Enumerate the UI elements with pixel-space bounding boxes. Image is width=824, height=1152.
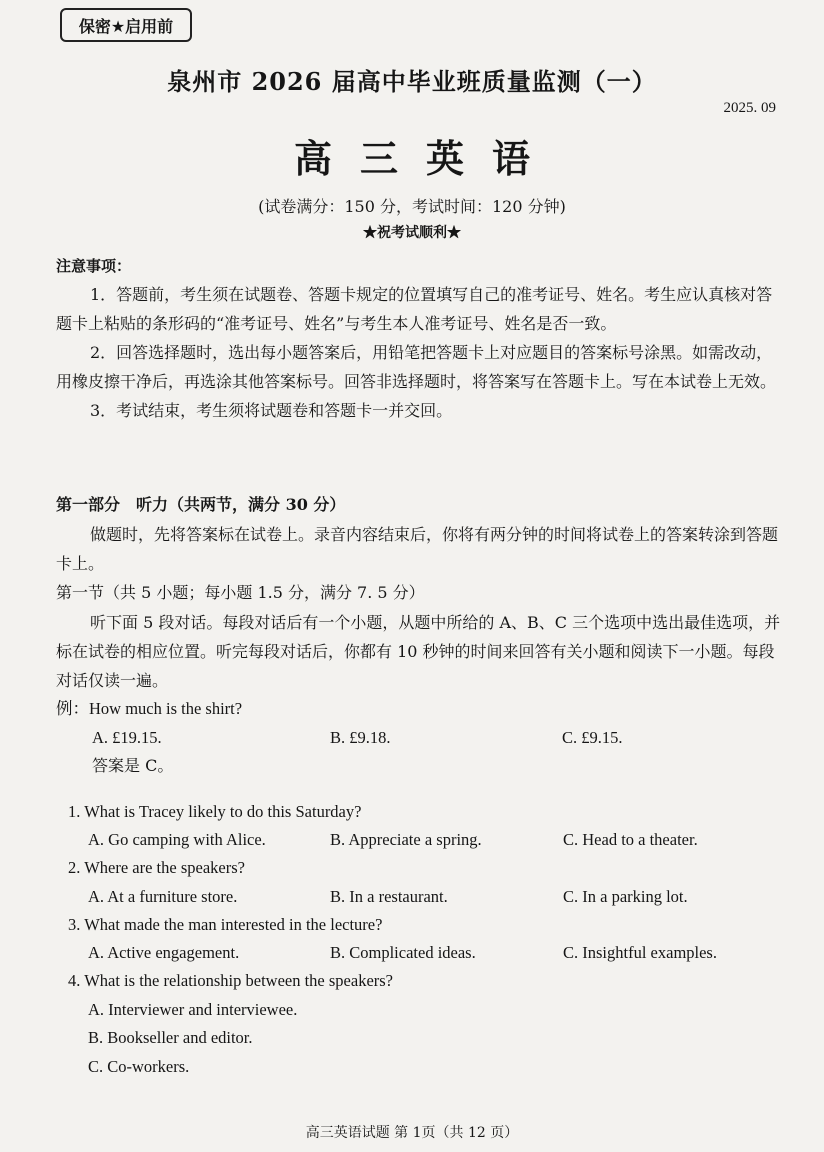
example-options — [56, 724, 786, 752]
note-item: 2．回答选择题时，选出每小题答案后，用铅笔把答题卡上对应题目的答案标号涂黑。如需改动，用橡皮擦干净后，再选涂其他答案标号。回答非选择题时，将答案写在答题卡上。写在本试卷上无效。 — [56, 343, 777, 391]
question-options — [68, 883, 786, 911]
page-footer: 高三英语试题 第 1页（共 12 页） — [305, 1125, 519, 1141]
option-b: B. In a restaurant. — [330, 886, 448, 906]
option-a: A. Go camping with Alice. — [88, 830, 266, 849]
option-b: B. Bookseller and editor. — [88, 1028, 253, 1047]
question-options — [68, 939, 786, 967]
exam-date: 2025. 09 — [723, 100, 776, 116]
example-answer: 答案是 C。 — [92, 755, 174, 775]
option-b: B. Complicated ideas. — [330, 943, 476, 962]
section1-intro: 听下面 5 段对话。每段对话后有一个小题，从题中所给的 A、B、C 三个选项中选出最佳选项，并标在试卷的相应位置。听完每段对话后，你都有 10 秒钟的时间来回答有关小题和阅读下一小题。每段对话仅读一遍。 — [56, 613, 781, 690]
option-c: C. Insightful examples. — [563, 943, 717, 962]
notes-heading: 注意事项： — [56, 257, 132, 275]
part1-section — [56, 490, 786, 1081]
option-a: A. Interviewer and interviewee. — [88, 999, 298, 1019]
question-stem: 1. What is Tracey likely to do this Saturday? — [68, 801, 362, 821]
good-luck-line: ★祝考试顺利★ — [363, 225, 461, 241]
exam-title: 泉州市 2026 届高中毕业班质量监测（一） — [167, 67, 657, 96]
question-stem: 4. What is the relationship between the speakers? — [68, 971, 394, 990]
note-item: 3．考试结束，考生须将试题卷和答题卡一并交回。 — [90, 401, 453, 420]
option-c: C. Head to a theater. — [563, 830, 698, 849]
confidential-stamp: 保密★启用前 — [60, 8, 192, 42]
option-a: A. Active engagement. — [88, 943, 240, 962]
note-item: 1．答题前，考生须在试题卷、答题卡规定的位置填写自己的准考证号、姓名。考生应认真核对答题卡上粘贴的条形码的“准考证号、姓名”与考生本人准考证号、姓名是否一致。 — [56, 285, 773, 333]
question-stem: 3. What made the man interested in the lecture? — [68, 914, 383, 934]
option-b: B. Appreciate a spring. — [330, 830, 482, 849]
subject-title: 高三英语 — [293, 136, 558, 181]
option-a: A. At a furniture store. — [88, 886, 238, 906]
question-list — [56, 798, 786, 1082]
option-c: C. Co-workers. — [88, 1056, 190, 1076]
question-options — [68, 826, 786, 854]
example-option-c: C. £9.15. — [562, 727, 623, 747]
question-stem: 2. Where are the speakers? — [68, 858, 245, 877]
example-question: 例：How much is the shirt? — [56, 699, 243, 718]
example-option-b: B. £9.18. — [330, 727, 391, 747]
score-and-time: (试卷满分：150 分，考试时间：120 分钟) — [258, 197, 566, 216]
section1-heading: 第一节（共 5 小题；每小题 1.5 分，满分 7. 5 分） — [56, 583, 425, 602]
notes-section — [56, 252, 786, 425]
part1-intro: 做题时，先将答案标在试卷上。录音内容结束后，你将有两分钟的时间将试卷上的答案转涂到答题卡上。 — [56, 525, 779, 573]
option-c: C. In a parking lot. — [563, 886, 688, 906]
part1-heading: 第一部分 听力（共两节，满分 30 分） — [56, 495, 346, 514]
example-option-a: A. £19.15. — [92, 727, 162, 747]
